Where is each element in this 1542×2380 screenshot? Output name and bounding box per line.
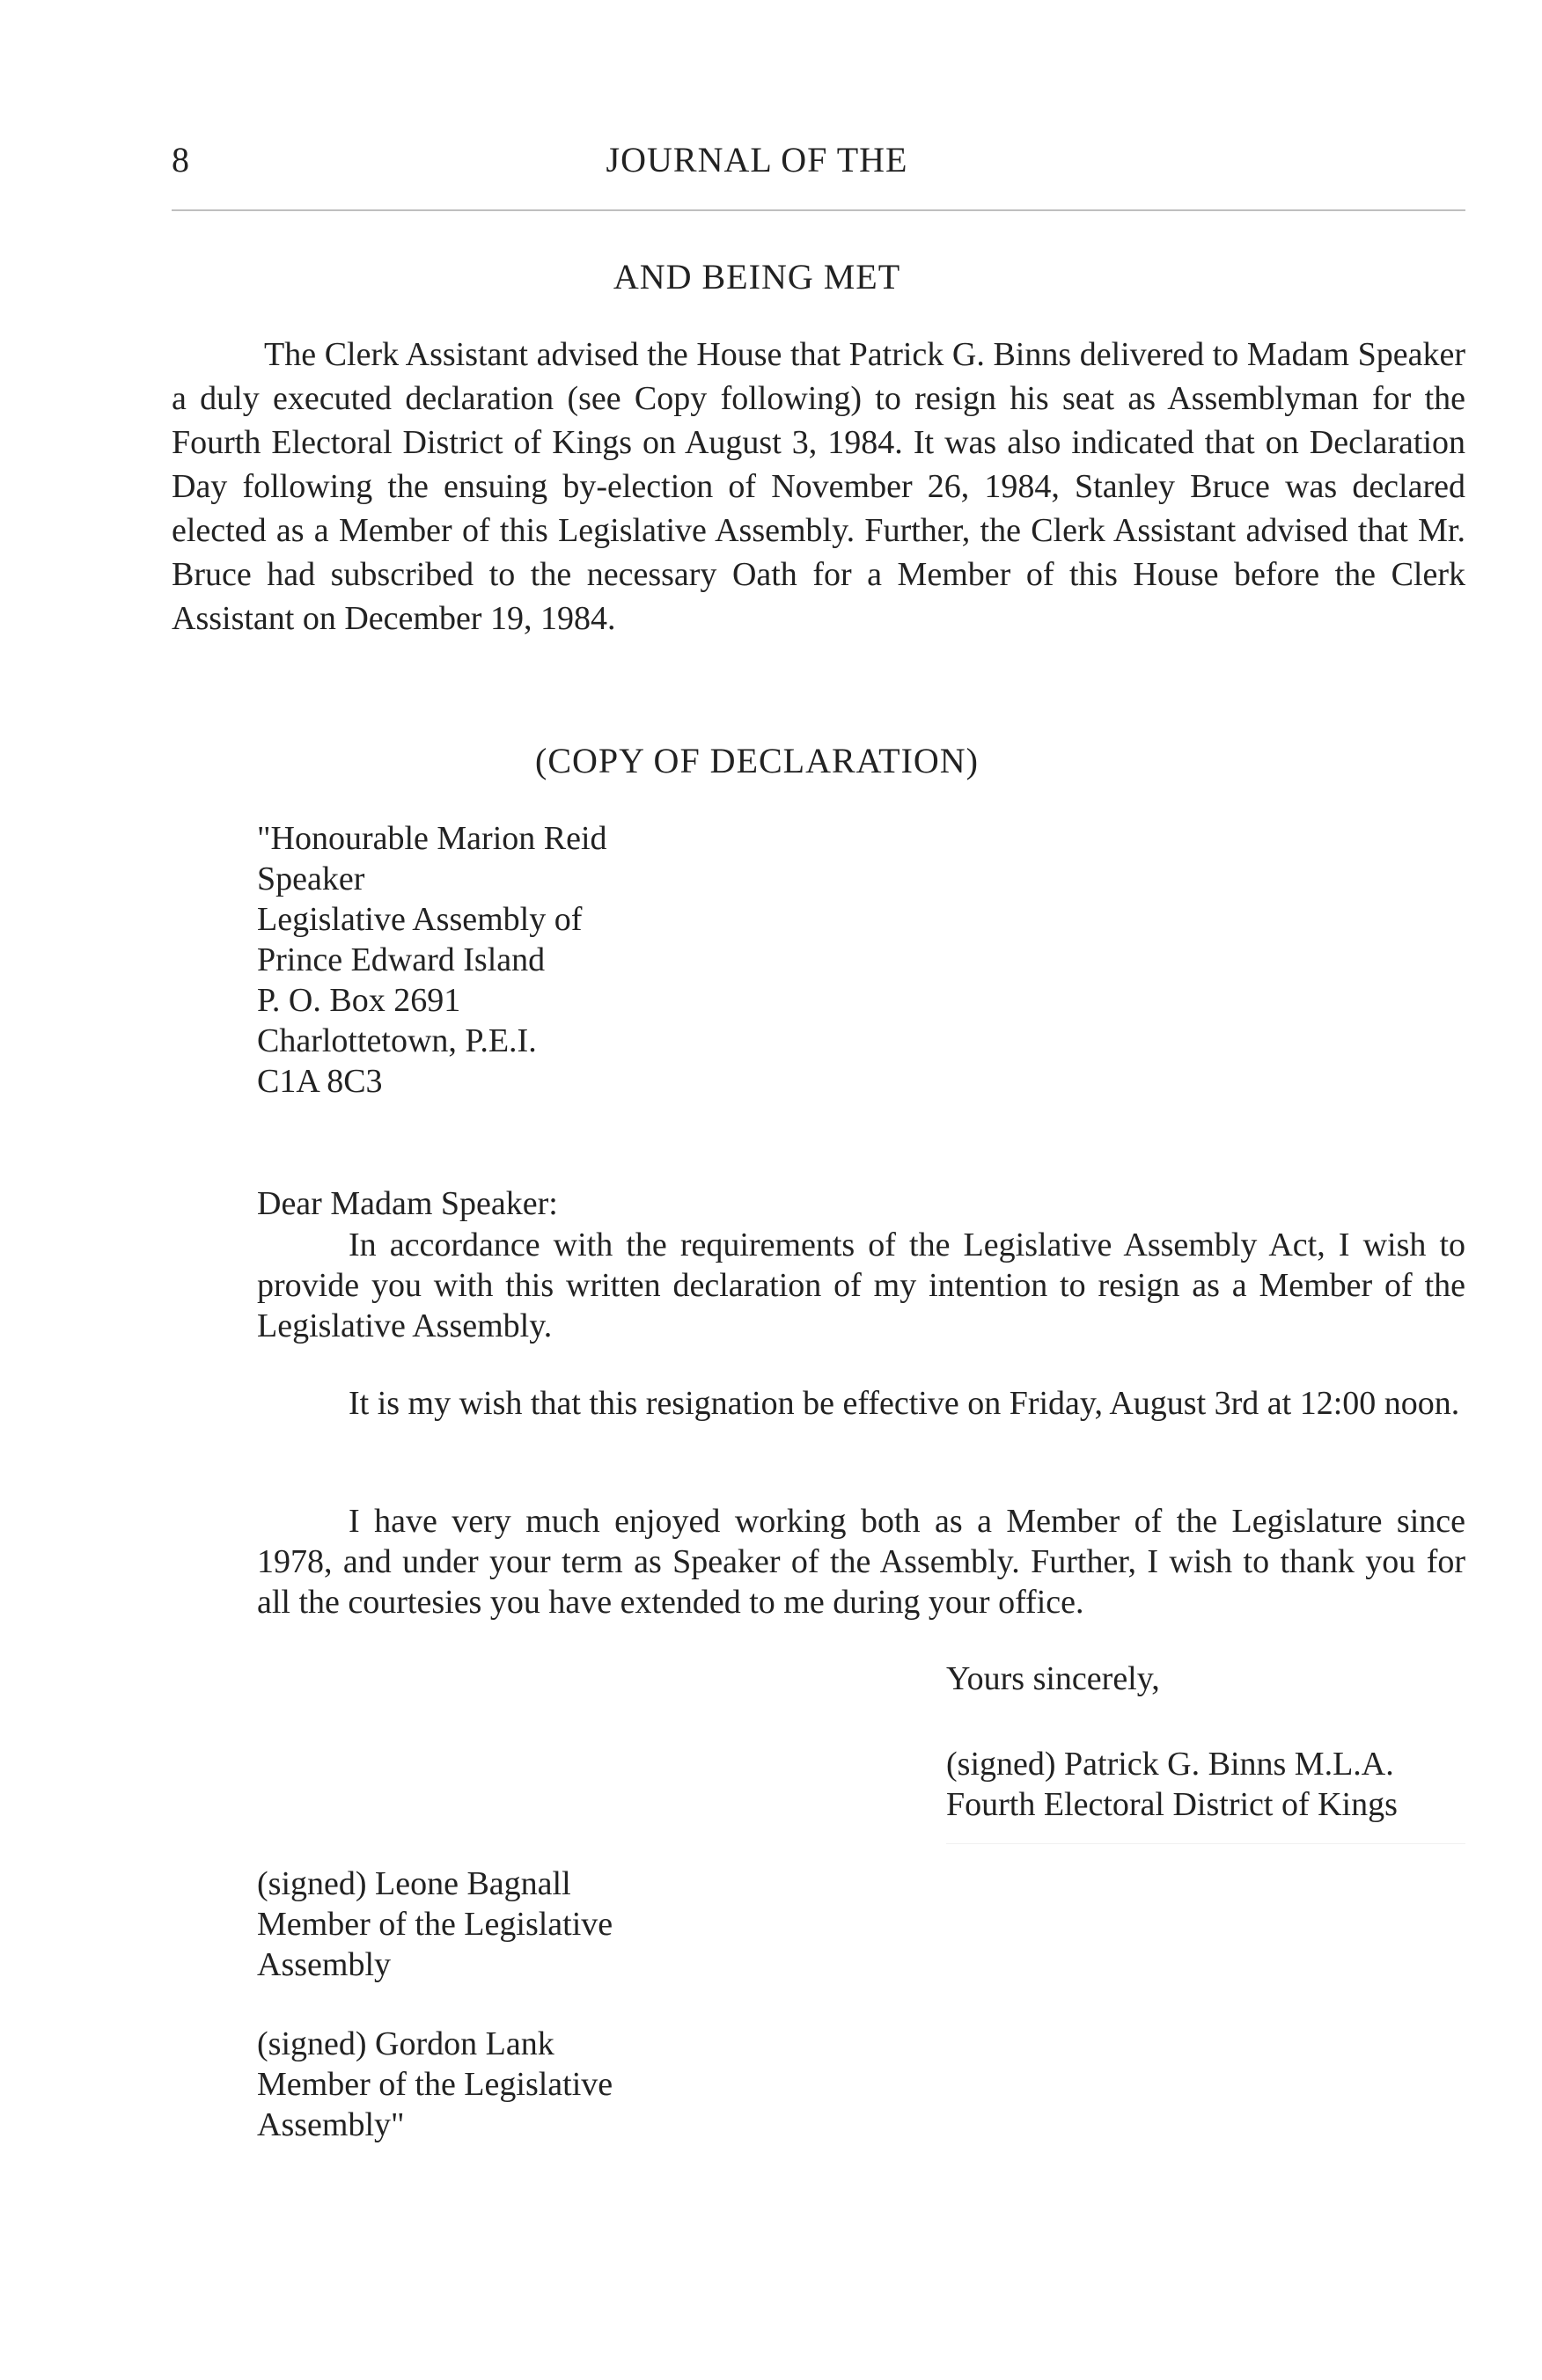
letter-paragraph: I have very much enjoyed working both as a Member of the Legislature since 1978, and under your term as Speaker of the Assembly. Further, I wish to thank you for all the courtesies you have extended to me during your office. bbox=[257, 1503, 1465, 1621]
page-number: 8 bbox=[172, 140, 189, 179]
address-line: P. O. Box 2691 bbox=[257, 982, 461, 1019]
letter-paragraph: It is my wish that this resignation be effective on Friday, August 3rd at 12:00 noon. bbox=[349, 1385, 1460, 1422]
witness-block bbox=[257, 2024, 613, 2145]
addressee-block bbox=[257, 818, 607, 1102]
letter-paragraph: In accordance with the requirements of the Legislative Assembly Act, I wish to provide you with this written declaration of my intention to resign as a Member of the Legislative Assembly. bbox=[257, 1227, 1465, 1344]
signer-name: (signed) Patrick G. Binns M.L.A. bbox=[946, 1746, 1394, 1783]
signer-title: Fourth Electoral District of Kings bbox=[946, 1786, 1398, 1823]
witness-name: (signed) Leone Bagnall bbox=[257, 1865, 571, 1902]
witness-role: Member of the Legislative bbox=[257, 1906, 613, 1943]
running-head: JOURNAL OF THE bbox=[606, 140, 908, 179]
address-line: Speaker bbox=[257, 860, 365, 897]
witness-role: Assembly" bbox=[257, 2106, 405, 2143]
witness-block bbox=[257, 1864, 613, 1985]
address-line: C1A 8C3 bbox=[257, 1063, 383, 1100]
salutation: Dear Madam Speaker: bbox=[257, 1185, 558, 1222]
address-line: Legislative Assembly of bbox=[257, 901, 583, 938]
declaration-heading: (COPY OF DECLARATION) bbox=[535, 741, 979, 780]
letter-closing: Yours sincerely, bbox=[946, 1660, 1160, 1697]
signer-block bbox=[946, 1744, 1398, 1825]
section-heading: AND BEING MET bbox=[613, 257, 901, 297]
address-line: Prince Edward Island bbox=[257, 941, 546, 978]
clerk-report-paragraph: The Clerk Assistant advised the House that Patrick G. Binns delivered to Madam Speaker a duly executed declaration (see Copy following) to resign his seat as Assemblyman for the Fourth Electoral District of Kings on August 3, 1984. It was also indicated that on Declaration Day following the ensuing by-election of November 26, 1984, Stanley Bruce was declared elected as a Member of this Legislative Assembly. Further, the Clerk Assistant advised that Mr. Bruce had subscribed to the necessary Oath for a Member of this House before the Clerk Assistant on December 19, 1984. bbox=[172, 336, 1465, 637]
witness-role: Member of the Legislative bbox=[257, 2066, 613, 2103]
divider bbox=[946, 1843, 1465, 1844]
header-rule bbox=[172, 209, 1465, 211]
address-line: "Honourable Marion Reid bbox=[257, 820, 607, 857]
address-line: Charlottetown, P.E.I. bbox=[257, 1022, 537, 1059]
witness-name: (signed) Gordon Lank bbox=[257, 2025, 554, 2062]
witness-role: Assembly bbox=[257, 1946, 391, 1983]
